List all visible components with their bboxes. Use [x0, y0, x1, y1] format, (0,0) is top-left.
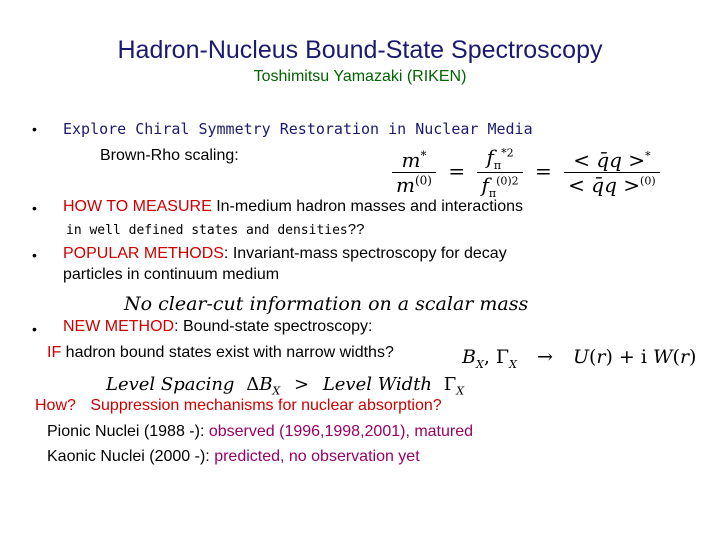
kaonic-line [47, 448, 420, 466]
item2-sub-tail: ?? [347, 221, 365, 238]
level-width-label: Level Width [322, 374, 433, 395]
slide-subtitle: Toshimitsu Yamazaki (RIKEN) [253, 68, 467, 85]
item3-rest: : Invariant-mass spectroscopy for decay [223, 245, 507, 262]
how-line [35, 397, 442, 415]
level-condition: Level Spacing $\Delta B_X$ > Level Width $\Gamma_X$ [106, 374, 465, 398]
item1-text: Explore Chiral Symmetry Restoration in Nuclear Media [63, 120, 533, 138]
how-text: Suppression mechanisms for nuclear absorption? [90, 397, 442, 414]
item4-if-rest: hadron bound states exist with narrow widths? [61, 344, 394, 361]
kaonic-lead: Kaonic Nuclei (2000 -): [47, 448, 215, 465]
level-spacing-label: Level Spacing [106, 374, 235, 395]
item4-if: IF [47, 344, 62, 361]
pionic-line [47, 423, 473, 441]
item1-sub: Brown-Rho scaling: [100, 147, 239, 164]
item2-sub-line [66, 221, 364, 238]
decay-constant-ratio: $\frac{f_\pi^{*2}}{f_\pi^{(0)2}}$ [477, 145, 522, 200]
bullet-1: • [32, 121, 37, 137]
bullet-3: • [32, 247, 37, 263]
item4-rest: : Bound-state spectroscopy: [174, 318, 373, 335]
pionic-lead: Pionic Nuclei (1988 -): [47, 423, 209, 440]
slide-title: Hadron-Nucleus Bound-State Spectroscopy [117, 36, 603, 64]
mass-ratio: $\frac{m^*}{m^{(0)}}$ [392, 148, 436, 197]
bullet-2: • [32, 200, 37, 216]
item2-lead: HOW TO MEASURE [63, 198, 212, 215]
pionic-status: observed (1996,1998,2001), matured [208, 423, 474, 440]
how-lead: How? [35, 397, 76, 414]
item3-note: No clear-cut information on a scalar mass [124, 293, 529, 315]
brown-rho-formula: $\frac{m^*}{m^{(0)}}$ = $\frac{f_\pi^{*2}}{f_\pi^{(0)2}}$ = $\frac{< q̄q >^*}{< q̄q >^{(0)}}$ [392, 145, 660, 200]
item3-line2: particles in continuum medium [63, 266, 280, 283]
bullet-4: • [32, 321, 37, 337]
item2-sub: in well defined states and densities [66, 223, 348, 238]
kaonic-status: predicted, no observation yet [214, 448, 420, 465]
item4-line1 [63, 318, 372, 336]
item3-lead: POPULAR METHODS [63, 245, 224, 262]
item2-rest: In-medium hadron masses and interactions [211, 198, 524, 215]
condensate-ratio: $\frac{< q̄q >^*}{< q̄q >^{(0)}}$ [564, 148, 659, 197]
item3-line1 [63, 245, 507, 263]
item4-line2 [47, 344, 394, 362]
item2-line [63, 198, 523, 216]
item4-lead: NEW METHOD [63, 318, 175, 335]
potential-formula: $B_X$, $\Gamma_X \to U(r) + i$ W(r) [462, 346, 697, 371]
